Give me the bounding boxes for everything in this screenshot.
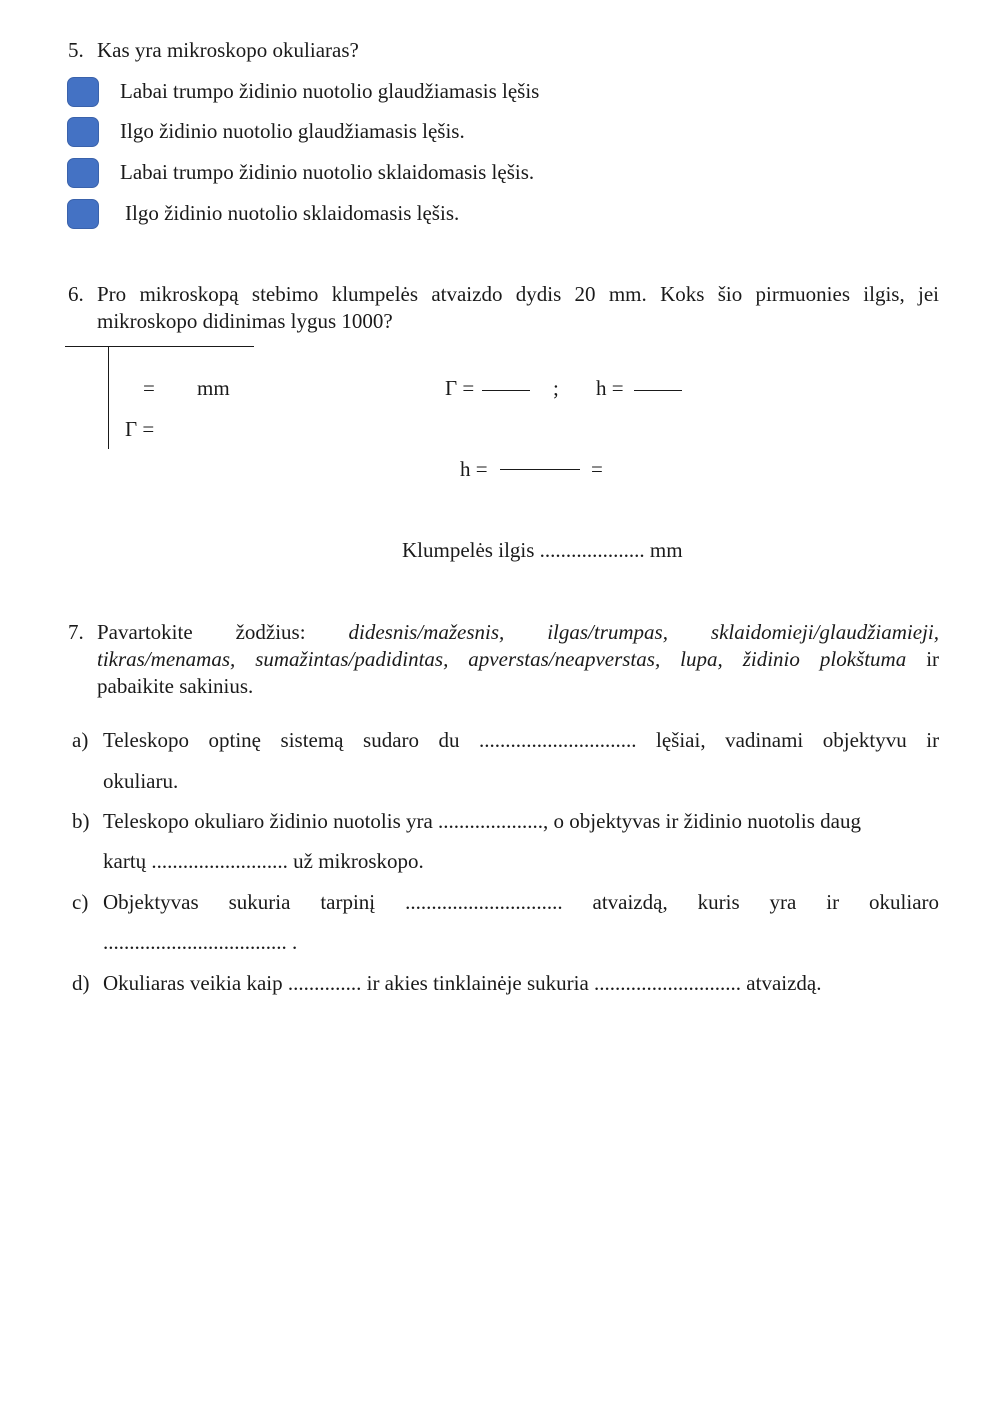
calc-h-fraction-line [500, 469, 580, 470]
q5-option-4-label: Ilgo židinio nuotolio sklaidomasis lęšis. [125, 201, 460, 225]
answer-line [402, 540, 683, 561]
given-vertical-line [108, 347, 109, 449]
given-unit: mm [197, 376, 230, 400]
q5-option-3-checkbox[interactable] [67, 158, 99, 188]
q5-option-1-label: Labai trumpo židinio nuotolio glaudžiamasis lęšis [120, 79, 540, 103]
calc-h: h = [460, 457, 488, 481]
q7b-line1: Teleskopo okuliaro židinio nuotolis yra ...................., o objektyvas ir židinio nuotolis daug [103, 809, 861, 833]
formula-separator: ; [553, 376, 559, 400]
formula-gamma-fraction-line [482, 390, 530, 391]
q7d-label: d) [72, 971, 90, 995]
q5-question: Kas yra mikroskopo okuliaras? [97, 38, 359, 62]
q6-question-line2: mikroskopo didinimas lygus 1000? [97, 309, 393, 333]
q7-intro-line3: pabaikite sakinius. [97, 674, 254, 698]
formula-h-fraction-line [634, 390, 682, 391]
q7-number: 7. [68, 620, 84, 644]
q7-intro-line1: Pavartokite žodžius: didesnis/mažesnis, ilgas/trumpas, sklaidomieji/glaudžiamieji, [97, 620, 939, 644]
formula-h: h = [596, 376, 624, 400]
q7a-line1: Teleskopo optinę sistemą sudaro du .............................. lęšiai, vadinami objektyvu ir [103, 728, 940, 752]
q6-question-line1: Pro mikroskopą stebimo klumpelės atvaizdo dydis 20 mm. Koks šio pirmuonies ilgis, jei [97, 282, 939, 306]
q7c-line1: Objektyvas sukuria tarpinį .............................. atvaizdą, kuris yra ir okuliaro [103, 890, 940, 914]
q5-option-2-checkbox[interactable] [67, 117, 99, 147]
q5-option-3-label: Labai trumpo židinio nuotolio sklaidomasis lęšis. [120, 160, 535, 184]
answer-unit: mm [649, 538, 683, 562]
q6-number: 6. [68, 282, 84, 306]
q7c-label: c) [72, 890, 89, 914]
q5-number: 5. [68, 38, 84, 62]
q7b-line2: kartų .......................... už mikroskopo. [103, 849, 424, 873]
answer-blank[interactable]: .................... [539, 538, 645, 562]
calc-equals: = [591, 457, 603, 481]
formula-gamma: Γ = [445, 376, 475, 400]
q5-option-1-checkbox[interactable] [67, 77, 99, 107]
q5-option-2-label: Ilgo židinio nuotolio glaudžiamasis lęšis. [120, 119, 465, 143]
given-divider-line [65, 346, 254, 347]
q7a-label: a) [72, 728, 89, 752]
q7c-blank[interactable]: .............................. [405, 890, 563, 914]
q7b-label: b) [72, 809, 90, 833]
q7a-line2: okuliaru. [103, 769, 179, 793]
given-gamma: Γ = [125, 417, 155, 441]
q7a-blank[interactable]: .............................. [479, 728, 637, 752]
answer-label: Klumpelės ilgis [402, 538, 535, 562]
q7d-line1: Okuliaras veikia kaip .............. ir akies tinklainėje sukuria ............................ atvaizdą. [103, 971, 822, 995]
given-equals: = [143, 376, 155, 400]
q7-intro-line2: tikras/menamas, sumažintas/padidintas, apverstas/neapverstas, lupa, židinio plokštuma ir [97, 647, 940, 671]
q7c-line2[interactable]: ................................... . [103, 930, 298, 954]
q5-option-4-checkbox[interactable] [67, 199, 99, 229]
